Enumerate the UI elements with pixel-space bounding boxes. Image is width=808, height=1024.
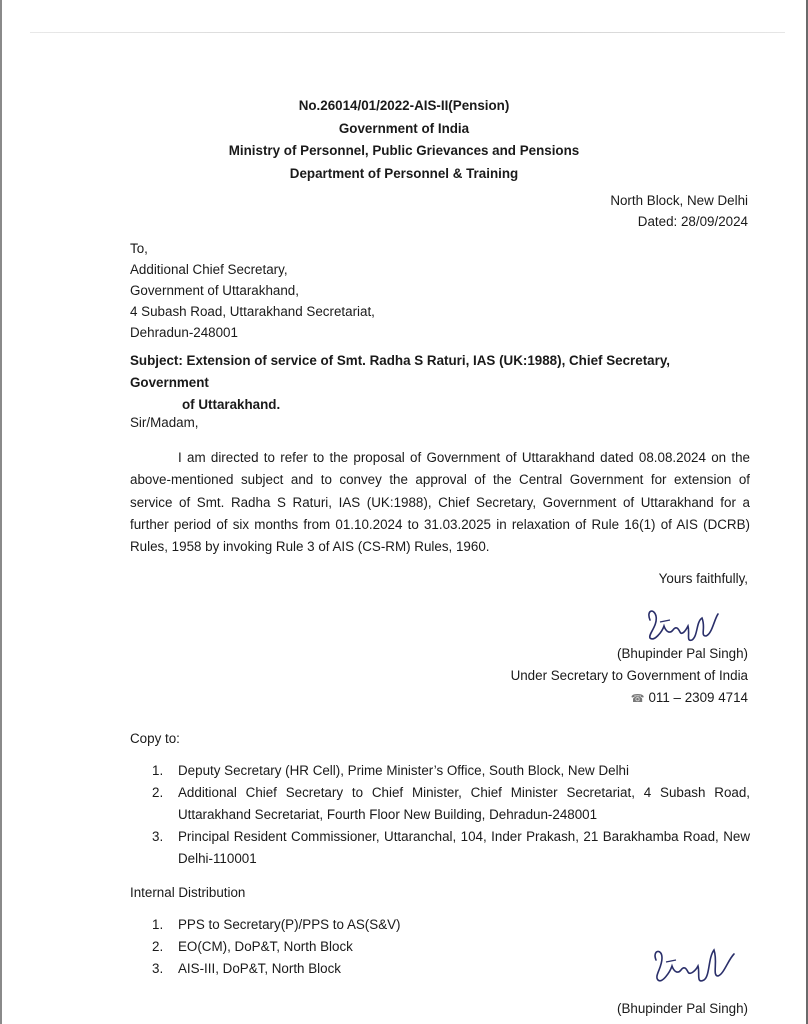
body-line: I am directed to refer to the proposal of Government of Uttarakhand dated 08.08.2024 on the xyxy=(178,450,750,465)
list-text: EO(CM), DoP&T, North Block xyxy=(178,939,353,954)
address-line: 4 Subash Road, Uttarakhand Secretariat, xyxy=(130,304,375,319)
body-line: above-mentioned subject and to convey the approval of the Central Government for extension of xyxy=(130,472,750,488)
telephone-icon: ☎ xyxy=(630,693,645,705)
file-number: No.26014/01/2022-AIS-II(Pension) xyxy=(298,98,510,113)
copy-to-label: Copy to: xyxy=(130,731,180,746)
list-number: 1. xyxy=(152,917,164,932)
list-text: PPS to Secretary(P)/PPS to AS(S&V) xyxy=(178,917,401,932)
letter-heading xyxy=(0,95,808,185)
signer-block xyxy=(511,643,748,710)
list-text: Deputy Secretary (HR Cell), Prime Minister’s Office, South Block, New Delhi xyxy=(178,763,629,778)
subject-line xyxy=(130,350,750,416)
list-item xyxy=(130,760,750,782)
signature-image-2 xyxy=(648,938,743,993)
place: North Block, New Delhi xyxy=(610,193,748,208)
signer-phone-row xyxy=(511,687,748,710)
subject-text: Subject: Extension of service of Smt. Radha S Raturi, IAS (UK:1988), Chief Secretary, Government xyxy=(130,353,670,390)
body-paragraph xyxy=(130,447,750,558)
subject-text-continued: of Uttarakhand. xyxy=(182,397,281,412)
body-line: further period of six months from 01.10.2024 to 31.03.2025 in relaxation of Rule 16(1) of AIS (DCRB) xyxy=(130,516,750,532)
signer-name-2: (Bhupinder Pal Singh) xyxy=(616,1001,748,1016)
list-text: AIS-III, DoP&T, North Block xyxy=(178,961,341,976)
salutation: Sir/Madam, xyxy=(130,415,199,430)
list-number: 1. xyxy=(152,763,164,778)
date: Dated: 28/09/2024 xyxy=(637,214,748,229)
address-to: To, xyxy=(130,241,148,256)
internal-distribution-label: Internal Distribution xyxy=(130,885,246,900)
list-item xyxy=(130,782,750,826)
list-number: 3. xyxy=(152,961,164,976)
list-text: Principal Resident Commissioner, Uttaranchal, 104, Inder Prakash, 21 Barakhamba Road, New xyxy=(178,829,750,844)
signer-phone: 011 – 2309 4714 xyxy=(648,690,748,705)
signer-name: (Bhupinder Pal Singh) xyxy=(616,646,748,661)
list-number: 2. xyxy=(152,785,164,800)
list-text: Uttarakhand Secretariat, Fourth Floor New Building, Dehradun-248001 xyxy=(178,807,598,822)
place-date-block xyxy=(610,190,748,232)
list-number: 2. xyxy=(152,939,164,954)
list-text: Delhi-110001 xyxy=(178,851,257,866)
department-name: Department of Personnel & Training xyxy=(289,165,519,181)
address-line: Government of Uttarakhand, xyxy=(130,283,299,298)
ministry-name: Ministry of Personnel, Public Grievances and Pensions xyxy=(228,143,580,158)
government-name: Government of India xyxy=(338,120,470,136)
list-number: 3. xyxy=(152,829,164,844)
list-item xyxy=(130,826,750,870)
list-text: Additional Chief Secretary to Chief Minister, Chief Minister Secretariat, 4 Subash Road, xyxy=(178,785,750,800)
recipient-address xyxy=(130,238,375,343)
body-line: Rules, 1958 by invoking Rule 3 of AIS (CS-RM) Rules, 1960. xyxy=(130,539,490,555)
list-item xyxy=(130,914,750,936)
address-line: Dehradun-248001 xyxy=(130,325,238,340)
body-line: service of Smt. Radha S Raturi, IAS (UK:1988), Chief Secretary, Government of Uttarakhand for a xyxy=(130,494,750,510)
closing: Yours faithfully, xyxy=(658,571,748,586)
signer-designation: Under Secretary to Government of India xyxy=(510,668,748,683)
address-line: Additional Chief Secretary, xyxy=(130,262,288,277)
copy-to-list xyxy=(130,760,750,870)
